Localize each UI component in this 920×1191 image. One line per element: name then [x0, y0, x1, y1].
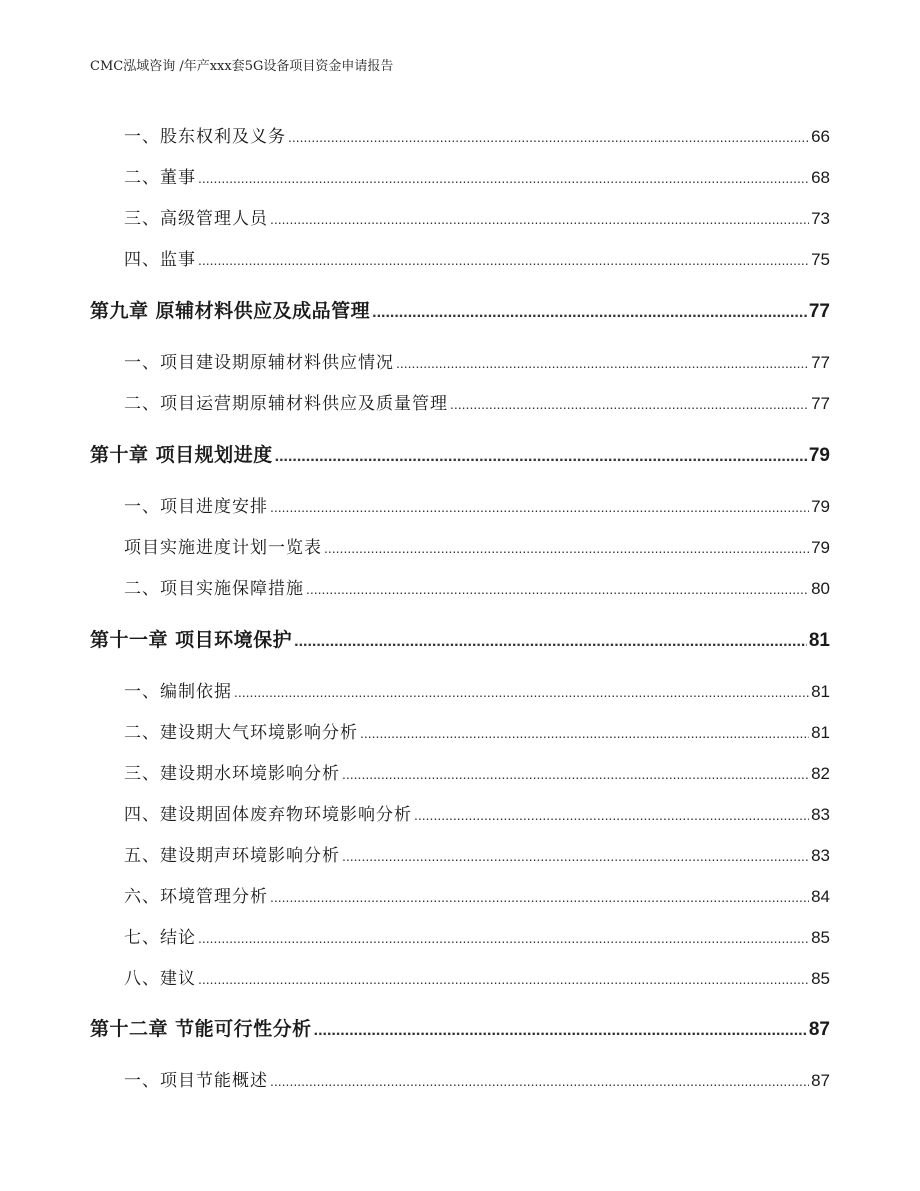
- toc-entry-page: 85: [811, 928, 830, 947]
- toc-entry-number: 五、: [124, 846, 160, 866]
- toc-entry-title: 监事: [160, 250, 196, 270]
- toc-leader-dots: [198, 928, 809, 948]
- toc-entry-page: 82: [811, 764, 830, 783]
- toc-chapter-page: 77: [808, 301, 830, 322]
- toc-chapter[interactable]: [90, 1014, 830, 1041]
- toc-leader-dots: [198, 250, 809, 270]
- toc-leader-dots: [198, 969, 809, 989]
- toc-entry-title: 建设期固体废弃物环境影响分析: [160, 805, 412, 825]
- toc-chapter-page: 81: [808, 630, 830, 651]
- toc-entry[interactable]: [90, 1066, 830, 1091]
- toc-chapter-title: 第九章 原辅材料供应及成品管理: [90, 300, 371, 322]
- toc-entry-number: 二、: [124, 579, 160, 599]
- toc-entry-title: 编制依据: [160, 682, 232, 702]
- toc-entry-number: 一、: [124, 682, 160, 702]
- toc-entry-page: 75: [811, 250, 830, 269]
- toc-entry-number: 二、: [124, 723, 160, 743]
- toc-entry-number: 三、: [124, 209, 160, 229]
- toc-leader-dots: [306, 579, 809, 599]
- toc-entry[interactable]: [90, 718, 830, 743]
- toc-entry-number: 一、: [124, 1071, 160, 1091]
- toc-leader-dots: [450, 394, 809, 414]
- toc-entry[interactable]: [90, 800, 830, 825]
- toc-entry-title: 项目进度安排: [160, 497, 268, 517]
- toc-entry-number: 一、: [124, 127, 160, 147]
- toc-entry-title: 项目节能概述: [160, 1071, 268, 1091]
- toc-entry-title: 高级管理人员: [160, 209, 268, 229]
- toc-entry-number: 四、: [124, 805, 160, 825]
- toc-leader-dots: [294, 629, 807, 651]
- toc-leader-dots: [372, 300, 807, 322]
- toc-leader-dots: [270, 1071, 809, 1091]
- toc-leader-dots: [275, 444, 807, 466]
- toc-entry-page: 81: [811, 723, 830, 742]
- toc-leader-dots: [324, 538, 809, 558]
- toc-entry-page: 79: [811, 497, 830, 516]
- toc-leader-dots: [288, 127, 809, 147]
- toc-leader-dots: [342, 764, 809, 784]
- page-header: CMC泓域咨询 /年产xxx套5G设备项目资金申请报告: [90, 59, 394, 74]
- toc-chapter-title: 第十二章 节能可行性分析: [90, 1018, 312, 1040]
- toc-leader-dots: [270, 209, 809, 229]
- toc-entry-number: 八、: [124, 969, 160, 989]
- toc-entry-title: 环境管理分析: [160, 887, 268, 907]
- toc-entry-number: 四、: [124, 250, 160, 270]
- toc-chapter-title: 第十一章 项目环境保护: [90, 629, 293, 651]
- toc-entry[interactable]: [90, 677, 830, 702]
- toc-entry[interactable]: [90, 759, 830, 784]
- toc-entry-page: 84: [811, 887, 830, 906]
- toc-entry-number: 三、: [124, 764, 160, 784]
- toc-entry-number: 一、: [124, 497, 160, 517]
- toc-entry[interactable]: [90, 574, 830, 599]
- toc-entry-number: 二、: [124, 168, 160, 188]
- toc-entry[interactable]: [90, 389, 830, 414]
- toc-leader-dots: [270, 887, 809, 907]
- toc-entry[interactable]: [90, 163, 830, 188]
- toc-leader-dots: [360, 723, 809, 743]
- toc-entry-page: 81: [811, 682, 830, 701]
- toc-entry-title: 建设期声环境影响分析: [160, 846, 340, 866]
- toc-chapter-title: 第十章 项目规划进度: [90, 444, 273, 466]
- toc-entry[interactable]: [90, 882, 830, 907]
- toc-entry-page: 80: [811, 579, 830, 598]
- toc-entry-number: 一、: [124, 353, 160, 373]
- toc-entry-page: 73: [811, 209, 830, 228]
- toc-entry-page: 77: [811, 353, 830, 372]
- toc-entry[interactable]: [90, 348, 830, 373]
- toc-entry-number: 六、: [124, 887, 160, 907]
- toc-leader-dots: [314, 1018, 807, 1040]
- toc-leader-dots: [396, 353, 809, 373]
- toc-entry-page: 79: [811, 538, 830, 557]
- toc-leader-dots: [234, 682, 809, 702]
- toc-entry-title: 建设期大气环境影响分析: [160, 723, 358, 743]
- toc-chapter[interactable]: [90, 625, 830, 652]
- toc-entry-title: 结论: [160, 928, 196, 948]
- toc-entry[interactable]: [90, 533, 830, 558]
- toc-entry[interactable]: [90, 204, 830, 229]
- toc-leader-dots: [342, 846, 809, 866]
- toc-entry-title: 股东权利及义务: [160, 127, 286, 147]
- toc-entry-title: 建设期水环境影响分析: [160, 764, 340, 784]
- toc-entry-number: 二、: [124, 394, 160, 414]
- toc-entry-number: 七、: [124, 928, 160, 948]
- toc-entry-title: 建议: [160, 969, 196, 989]
- toc-entry[interactable]: [90, 964, 830, 989]
- toc-entry-title: 项目实施保障措施: [160, 579, 304, 599]
- toc-chapter-page: 87: [808, 1019, 830, 1040]
- toc-leader-dots: [198, 168, 809, 188]
- toc-entry-page: 66: [811, 127, 830, 146]
- toc-leader-dots: [270, 497, 809, 517]
- toc-entry-title: 项目实施进度计划一览表: [124, 538, 322, 558]
- toc-entry-title: 项目运营期原辅材料供应及质量管理: [160, 394, 448, 414]
- toc-entry-title: 董事: [160, 168, 196, 188]
- toc-entry-page: 83: [811, 805, 830, 824]
- toc-chapter-page: 79: [808, 445, 830, 466]
- toc-entry-page: 68: [811, 168, 830, 187]
- toc-chapter[interactable]: [90, 296, 830, 323]
- toc-entry-page: 85: [811, 969, 830, 988]
- toc-entry[interactable]: [90, 245, 830, 270]
- toc-entry[interactable]: [90, 122, 830, 147]
- toc-leader-dots: [414, 805, 809, 825]
- toc-entry[interactable]: [90, 492, 830, 517]
- toc-entry-page: 83: [811, 846, 830, 865]
- toc-entry-page: 77: [811, 394, 830, 413]
- toc-entry-title: 项目建设期原辅材料供应情况: [160, 353, 394, 373]
- toc-entry[interactable]: [90, 841, 830, 866]
- toc-chapter[interactable]: [90, 440, 830, 467]
- toc-entry[interactable]: [90, 923, 830, 948]
- toc-entry-page: 87: [811, 1071, 830, 1090]
